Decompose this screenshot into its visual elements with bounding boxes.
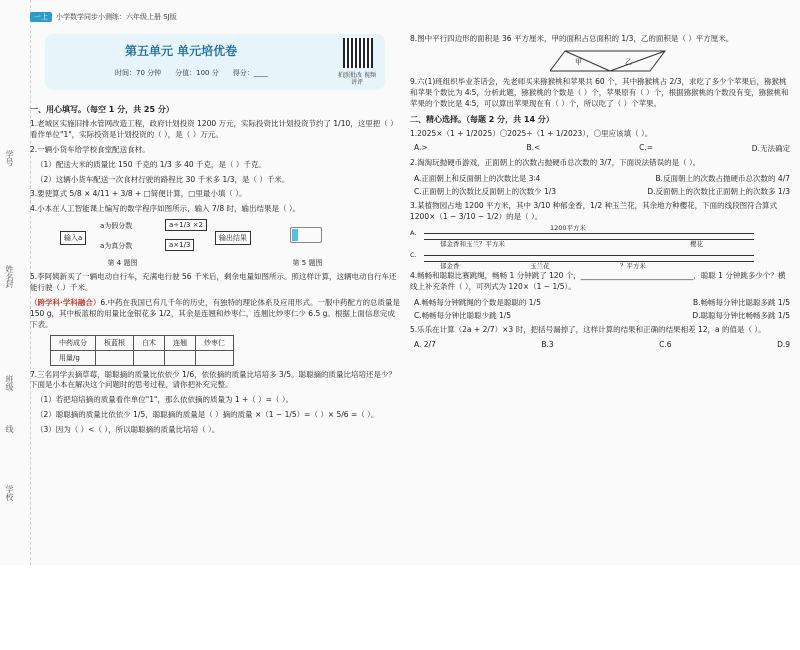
question-2b: （2）这辆小货车配送一次食材行驶的路程比 30 千米多 1/3，是（ ）千米。 <box>36 174 290 184</box>
margin-label-line: 线 <box>5 425 14 433</box>
choice-5: 5.乐乐在计算（2a + 2/7）×3 时，把括号漏掉了，这样计算的结果和正确的结果相差 12，a 的值是（ ）。 <box>410 324 766 334</box>
score-got-label: 得分：____ <box>232 69 268 77</box>
table-row <box>51 350 234 365</box>
exam-meta <box>115 68 268 78</box>
question-2: 2.一辆小货车给学校食堂配送食材。 <box>30 144 150 154</box>
margin-label-class: 班级 <box>5 375 14 391</box>
segment-part: 郁金香 <box>440 262 460 270</box>
question-8: 8.图中平行四边形的面积是 36 平方厘米，甲的面积占总面积的 1/3，乙的面积是（ ）平方厘米。 <box>410 34 734 43</box>
option-c[interactable]: C.正面朝上的次数比反面朝上的次数少 1/3 <box>414 187 557 197</box>
question-7: 7.三名同学去摘草莓，聪聪摘的质量比依依少 1/6，依依摘的质量比培培多 3/5。聪聪摘的质量比培培还是少？下面是小本在解决这个问题时的思考过程，请你把补充完整。 <box>30 369 397 390</box>
table-header: 中药成分 <box>51 335 96 350</box>
choice-4-options-row2 <box>414 310 790 321</box>
margin-label-seal: 封 <box>5 280 14 288</box>
answer-cell[interactable] <box>165 350 196 365</box>
parallelogram-diagram <box>550 49 670 73</box>
flowchart-figure <box>30 219 400 255</box>
option-c[interactable]: C.= <box>639 143 653 153</box>
option-d[interactable]: D.聪聪每分钟比畅畅多跳 1/5 <box>692 310 790 320</box>
margin-label-name: 姓名 <box>5 265 14 281</box>
binding-margin <box>0 0 31 565</box>
answer-cell[interactable] <box>134 350 165 365</box>
question-3: 3.要使算式 5/8 × 4/11 + 3/8 + □简便计算，□里最小填（ ）。 <box>30 189 247 199</box>
question-2a: （1）配送大米的质量比 150 千克的 1/3 多 40 千克，是（ ）千克。 <box>36 159 266 169</box>
segment-part: 郁金香和玉兰？平方米 <box>440 240 505 248</box>
book-title: 小学数学同步小测练：六年级上册 SJ版 <box>56 13 177 21</box>
qr-code-icon[interactable] <box>343 38 373 68</box>
question-4: 4.小本在人工智能课上编写的数学程序如图所示，输入 7/8 时，输出结果是（ ）。 <box>30 204 301 214</box>
flow-branch-2: a为真分数 <box>100 242 133 251</box>
parallelogram-figure <box>410 49 790 73</box>
grade-tag: 一上 <box>30 12 52 22</box>
option-d[interactable]: D.无法确定 <box>751 144 790 154</box>
figure-captions <box>30 258 400 268</box>
choice-1-options <box>414 143 790 154</box>
segment-diagram-a[interactable] <box>410 224 790 248</box>
flow-output: 输出结果 <box>215 231 251 245</box>
option-c[interactable]: C.畅畅每分钟比聪聪少跳 1/5 <box>414 310 512 320</box>
question-1: 1.老城区实施旧排水管网改造工程，政府计划投资 1200 万元，实际投资比计划投资节约了 1/10，这里把（ ）看作单位"1"，实际投资是计划投资的（ ），是（ ）万元。 <box>30 119 398 139</box>
choice-4-options-row1 <box>414 297 790 308</box>
margin-label-id: 学号 <box>5 150 14 166</box>
option-a[interactable]: A.畅畅每分钟跳绳的个数是聪聪的 1/5 <box>414 297 541 307</box>
q6-tag: （跨学科·学科融合） <box>30 297 101 307</box>
choice-4: 4.畅畅和聪聪比赛跳绳，畅畅 1 分钟跳了 120 个，______________________________，聪聪 1 分钟跳多少个？横线上补充条件（ ），可列式为 120×（1 − 1/5）。 <box>410 271 786 291</box>
page-header <box>30 10 390 24</box>
question-5: 5.李阿姨新买了一辆电动自行车，充满电行驶 56 千米后，剩余电量如图所示。照这样计算，这辆电动自行车还能行驶（ ）千米。 <box>30 272 397 292</box>
option-a[interactable]: A.> <box>414 143 428 153</box>
option-a[interactable]: A. 2/7 <box>414 339 436 349</box>
question-6 <box>30 298 400 331</box>
table-header: 连翘 <box>165 335 196 350</box>
segment-part: 玉兰花 <box>530 262 550 270</box>
segment-total: 1200平方米 <box>550 224 587 232</box>
question-9: 9.六(1)班组织毕业茶话会，先老师买来猕猴桃和苹果共 60 个，其中猕猴桃占 2/3，求吃了多少个苹果后，猕猴桃和苹果个数比为 4∶5，分析此题，猕猴桃的个数是（ ）个，苹果原有（ ）个，根据猕猴桃的个数没有变，猕猴桃和苹果的个数比是 4∶5，可以算出苹果现在有（ ）个，所以吃了（ ）个苹果。 <box>410 76 789 108</box>
battery-fill <box>292 229 298 241</box>
option-d[interactable]: D.反面朝上的次数比正面朝上的次数多 1/3 <box>647 187 790 197</box>
table-header: 白术 <box>134 335 165 350</box>
option-b[interactable]: B.畅畅每分钟比聪聪多跳 1/5 <box>693 297 790 307</box>
flow-input: 输入a <box>60 231 86 245</box>
score-total-label: 分值：100 分 <box>175 69 219 77</box>
segment-part: ？平方米 <box>620 262 646 270</box>
option-a[interactable]: A.正面朝上和反面朝上的次数比是 3∶4 <box>414 174 541 184</box>
region-yi-label: 乙 <box>625 57 632 66</box>
choice-5-options <box>414 340 790 349</box>
left-column <box>30 100 400 650</box>
choice-1: 1.2025×（1 + 1/2025）〇2025÷（1 + 1/2023），〇里应该填（ ）。 <box>410 128 653 138</box>
time-label: 时间：70 分钟 <box>115 69 162 77</box>
segment-bar <box>424 255 754 262</box>
choice-2: 2.淘淘玩抛硬币游戏，正面朝上的次数占抛硬币总次数的 3/7，下面说法错误的是（ ）。 <box>410 158 701 168</box>
answer-cell[interactable] <box>96 350 134 365</box>
table-header: 板蓝根 <box>96 335 134 350</box>
margin-label-school: 学校 <box>5 485 14 501</box>
option-d[interactable]: D.9 <box>777 339 790 349</box>
choice-2-options-row1 <box>414 173 790 184</box>
table-header: 炒枣仁 <box>196 335 234 350</box>
option-c[interactable]: C.6 <box>659 339 672 349</box>
region-jia-label: 甲 <box>575 57 582 66</box>
table-header-row <box>51 335 234 350</box>
segment-diagram-b[interactable] <box>410 249 790 270</box>
section-title-choice: 二、精心选择。（每题 2 分，共 14 分） <box>410 114 554 124</box>
flow-calc-2: a×1/3 <box>165 239 194 251</box>
unit-banner <box>45 34 385 90</box>
answer-cell[interactable] <box>196 350 234 365</box>
section-title-fill: 一、用心填写。（每空 1 分，共 25 分） <box>30 105 174 114</box>
option-label-a: A. <box>410 229 417 237</box>
fig4-caption: 第 4 题图 <box>107 259 138 268</box>
table-row-label: 用量/g <box>51 350 96 365</box>
flow-calc-1: a÷1/3 ×2 <box>165 219 207 231</box>
unit-title: 第五单元 单元培优卷 <box>125 44 238 58</box>
qr-caption: 拍照批改 视频讲评 <box>338 72 376 87</box>
segment-part: 樱花 <box>690 240 703 248</box>
question-7a: （1）若把培培摘的质量看作单位"1"，那么依依摘的质量为 1 +（ ）=（ ）。 <box>36 395 294 405</box>
herb-table <box>50 335 234 366</box>
battery-icon <box>290 227 322 243</box>
choice-2-options-row2 <box>414 186 790 197</box>
option-label-c: C. <box>410 251 417 259</box>
option-b[interactable]: B.3 <box>541 339 554 349</box>
option-b[interactable]: B.< <box>526 143 541 153</box>
fig5-caption: 第 5 题图 <box>292 259 323 268</box>
option-b[interactable]: B.反面朝上的次数占抛硬币总次数的 4/7 <box>655 174 790 184</box>
question-7c: （3）因为（ ）<（ ），所以聪聪摘的质量比培培（ ）。 <box>36 425 220 434</box>
question-7b: （2）聪聪摘的质量比依依少 1/5，聪聪摘的质量是（ ）摘的质量 ×（1 − 1/5）=（ ）× 5/6 =（ ）。 <box>36 410 379 420</box>
right-column <box>410 30 790 560</box>
q6-text: 6.中药在我国已有几千年的历史，有独特的理论体系及应用形式。一服中药配方的总质量是 150 g，其中板蓝根的用量比金银花多 1/2，其余是连翘和炒枣仁，连翘比炒枣仁少 6.5 g。根据上面信息完成下表。 <box>30 297 401 329</box>
choice-3: 3.某植物园占地 1200 平方米，其中 3/10 种郁金香，1/2 种玉兰花，其余地方种樱花，下面的线段图符合算式 1200×（1 − 3/10 − 1/2）的是（ ）。 <box>410 201 778 222</box>
flow-branch-1: a为假分数 <box>100 222 133 231</box>
